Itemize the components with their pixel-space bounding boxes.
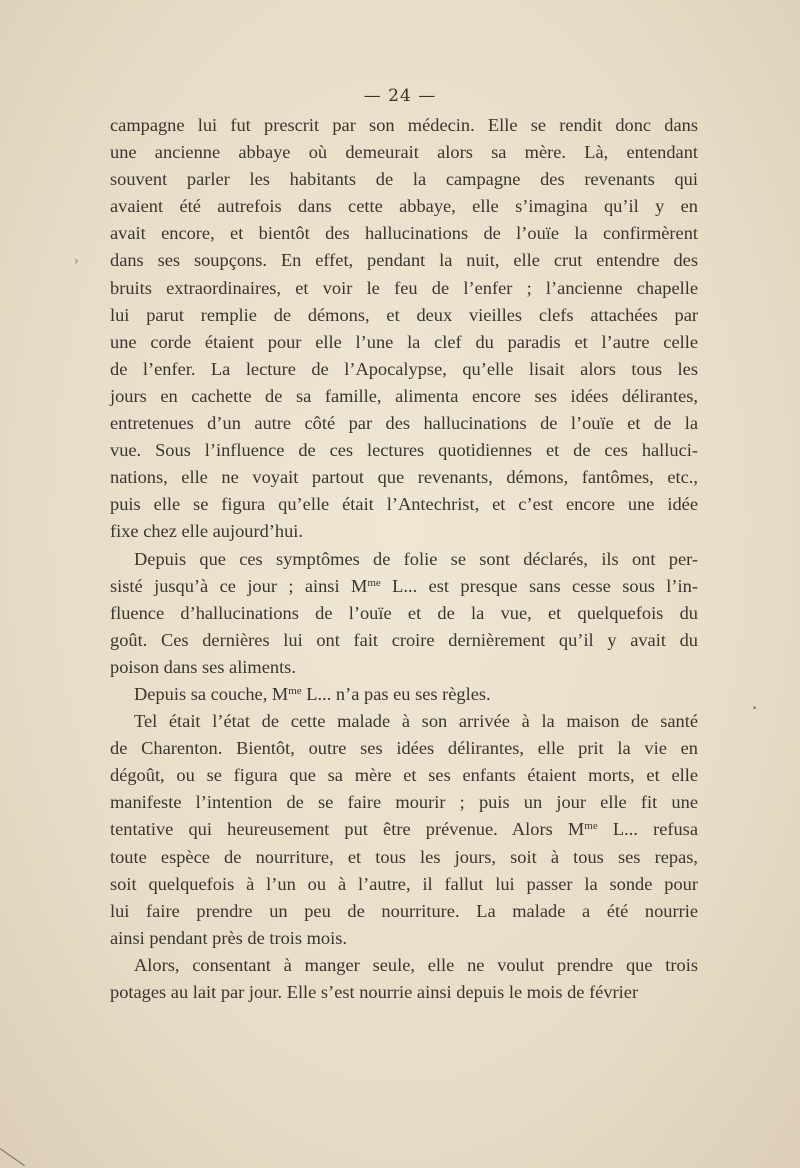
text-line: de Charenton. Bientôt, outre ses idées délirantes, elle prit la vie en — [110, 738, 698, 759]
text-line: Tel était l’état de cette malade à son arrivée à la maison de santé — [134, 711, 698, 732]
text-line: dégoût, ou se figura que sa mère et ses enfants étaient morts, et elle — [110, 765, 698, 786]
text-line: souvent parler les habitants de la campagne des revenants qui — [110, 169, 698, 190]
text-line: bruits extraordinaires, et voir le feu de l’enfer ; l’ancienne chapelle — [110, 277, 698, 298]
text-line: Alors, consentant à manger seule, elle ne voulut prendre que trois — [134, 954, 698, 975]
page-number: — 24 — — [363, 86, 437, 106]
text-line: Depuis que ces symptômes de folie se sont déclarés, ils ont per- — [134, 548, 698, 569]
text-line: avaient été autrefois dans cette abbaye, elle s’imagina qu’il y en — [110, 196, 698, 217]
text-line: ainsi pendant près de trois mois. — [110, 927, 347, 948]
text-line: soit quelquefois à l’un ou à l’autre, il fallut lui passer la sonde pour — [110, 873, 698, 894]
margin-speck: • — [752, 704, 758, 714]
text-line: sisté jusqu’à ce jour ; ainsi $M^{me}$ L... est presque sans cesse sous l’in- — [110, 575, 698, 596]
text-line: fixe chez elle aujourd’hui. — [110, 521, 304, 542]
text-line: goût. Ces dernières lui ont fait croire dernièrement qu’il y avait du — [110, 629, 698, 650]
text-line: avait encore, et bientôt des hallucinations de l’ouïe la confirmèrent — [110, 223, 698, 244]
text-line: une ancienne abbaye où demeurait alors sa mère. Là, entendant — [110, 142, 698, 163]
text-line: puis elle se figura qu’elle était l’Antechrist, et c’est encore une idée — [110, 494, 698, 515]
text-line: campagne lui fut prescrit par son médecin. Elle se rendit donc dans — [110, 115, 698, 135]
text-line: manifeste l’intention de se faire mourir ; puis un jour elle fit une — [110, 792, 698, 813]
text-line: vue. Sous l’influence de ces lectures quotidiennes et de ces halluci- — [110, 440, 698, 461]
body-text — [110, 112, 698, 1006]
text-line: potages au lait par jour. Elle s’est nourrie ainsi depuis le mois de février — [110, 982, 639, 1002]
text-line: nations, elle ne voyait partout que revenants, démons, fantômes, etc., — [110, 467, 698, 488]
text-line: fluence d’hallucinations de l’ouïe et de la vue, et quelquefois du — [110, 602, 698, 623]
text-line: jours en cachette de sa famille, alimenta encore ses idées délirantes, — [110, 385, 698, 406]
text-line: une corde étaient pour elle l’une la clef du paradis et l’autre celle — [110, 331, 698, 352]
text-line: lui parut remplie de démons, et deux vieilles clefs attachées par — [110, 304, 698, 325]
corner-scratch — [0, 1148, 25, 1166]
text-line: entretenues d’un autre côté par des hallucinations de l’ouïe et de la — [110, 413, 698, 434]
text-line: poison dans ses aliments. — [110, 656, 296, 677]
text-line: lui faire prendre un peu de nourriture. La malade a été nourrie — [110, 900, 698, 921]
text-line: de l’enfer. La lecture de l’Apocalypse, qu’elle lisait alors tous les — [110, 358, 698, 379]
text-line: Depuis sa couche, $M^{me}$ L... n’a pas eu ses règles. — [134, 683, 491, 704]
margin-speck: › — [74, 254, 79, 268]
text-line: toute espèce de nourriture, et tous les jours, soit à tous ses repas, — [110, 846, 698, 867]
text-line: tentative qui heureusement put être prévenue. Alors $M^{me}$ L... refusa — [110, 819, 698, 840]
text-line: dans ses soupçons. En effet, pendant la nuit, elle crut entendre des — [110, 250, 698, 271]
